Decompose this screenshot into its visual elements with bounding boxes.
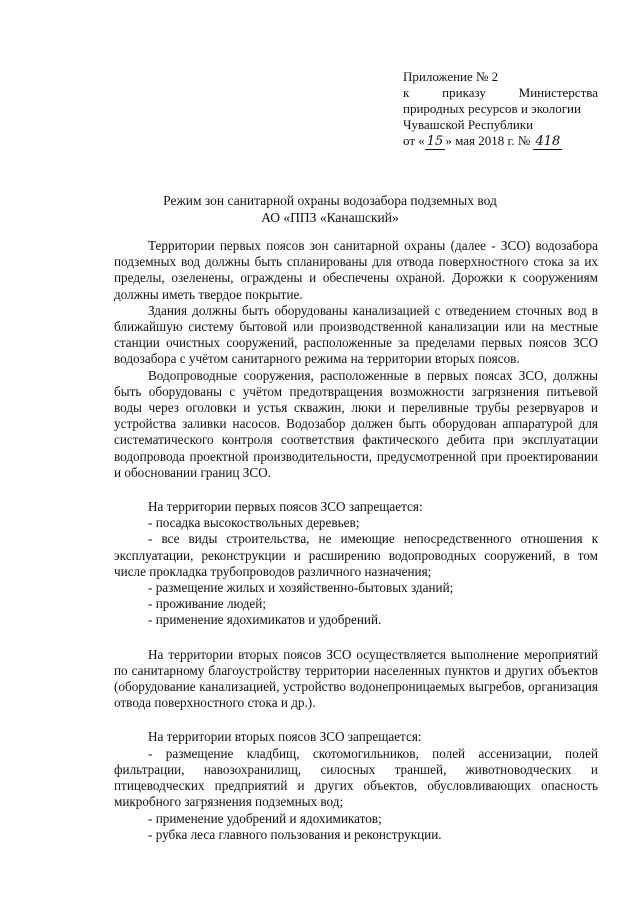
section-1-item: - все виды строительства, не имеющие непосредственного отношения к эксплуатации, реконструкции и расширению водопроводных сооружений, в том числе прокладка трубопроводов различного назначения; <box>114 531 598 579</box>
document-body <box>114 238 598 843</box>
paragraph-2: Здания должны быть оборудованы канализацией с отведением сточных вод в ближайшую систему бытовой или производственной канализации или на местные станции очистных сооружений, расположенные за пределами первых поясов ЗСО водозабора с учётом санитарного режима на территории вторых поясов. <box>114 302 598 367</box>
paragraph-1: Территории первых поясов зон санитарной охраны (далее - ЗСО) водозабора подземных вод должны быть спланированы для отвода поверхностного стока за их пределы, озеленены, ограждены и обеспечены охраной. Дорожки к сооружениям должны иметь твердое покрытие. <box>114 238 598 302</box>
section-1-item: - применение ядохимикатов и удобрений. <box>148 612 382 628</box>
date-prefix: от « <box>403 133 425 148</box>
annex-header <box>403 69 598 150</box>
section-1-item: - размещение жилых и хозяйственно-бытовых зданий; <box>148 580 454 596</box>
annex-word-k: к <box>403 85 410 100</box>
handwritten-order-number: 418 <box>535 134 561 149</box>
section-2-heading: На территории вторых поясов ЗСО запрещается: <box>148 729 422 745</box>
annex-title: Приложение № 2 <box>403 69 499 84</box>
annex-date-line <box>403 133 598 150</box>
section-1-heading: На территории первых поясов ЗСО запрещается: <box>148 499 423 515</box>
document-title <box>100 192 560 226</box>
date-mid: » мая 2018 г. № <box>445 133 534 148</box>
handwritten-date-day: 15 <box>426 134 444 149</box>
section-1-item: - посадка высокоствольных деревьев; <box>148 515 360 531</box>
section-2-item: - размещение кладбищ, скотомогильников, полей ассенизации, полей фильтрации, навозохранилищ, силосных траншей, животноводческих и птицеводческих предприятий и других объектов, обусловливающих опасность микробного загрязнения подземных вод; <box>114 745 598 810</box>
section-2-item: - применение удобрений и ядохимикатов; <box>148 810 382 826</box>
section-2-item: - рубка леса главного пользования и реконструкции. <box>148 826 442 842</box>
section-1-item: - проживание людей; <box>148 596 266 612</box>
title-line-1: Режим зон санитарной охраны водозабора подземных вод <box>163 193 497 208</box>
annex-word-ministry: Министерства <box>518 85 598 100</box>
annex-order-line <box>403 85 598 101</box>
paragraph-3: Водопроводные сооружения, расположенные в первых поясах ЗСО, должны быть оборудованы с учётом предотвращения возможности загрязнения питьевой воды через оголовки и устья скважин, люки и переливные трубы резервуаров и устройства заливки насосов. Водозабор должен быть оборудован аппаратурой для систематического контроля соответствия фактического дебита при эксплуатации водопровода проектной производительности, предусмотренной при проектировании и обосновании границ ЗСО. <box>114 367 598 480</box>
annex-republic-line: Чувашской Республики <box>403 117 534 132</box>
annex-ministry-line: природных ресурсов и экологии <box>403 101 581 116</box>
title-line-2: АО «ППЗ «Канашский» <box>261 210 399 225</box>
paragraph-4: На территории вторых поясов ЗСО осуществляется выполнение мероприятий по санитарному благоустройству территории населенных пунктов и других объектов (оборудование канализацией, устройство водонепроницаемых выгребов, организация отвода поверхностного стока и др.). <box>114 646 598 711</box>
annex-word-order: приказу <box>442 85 486 100</box>
